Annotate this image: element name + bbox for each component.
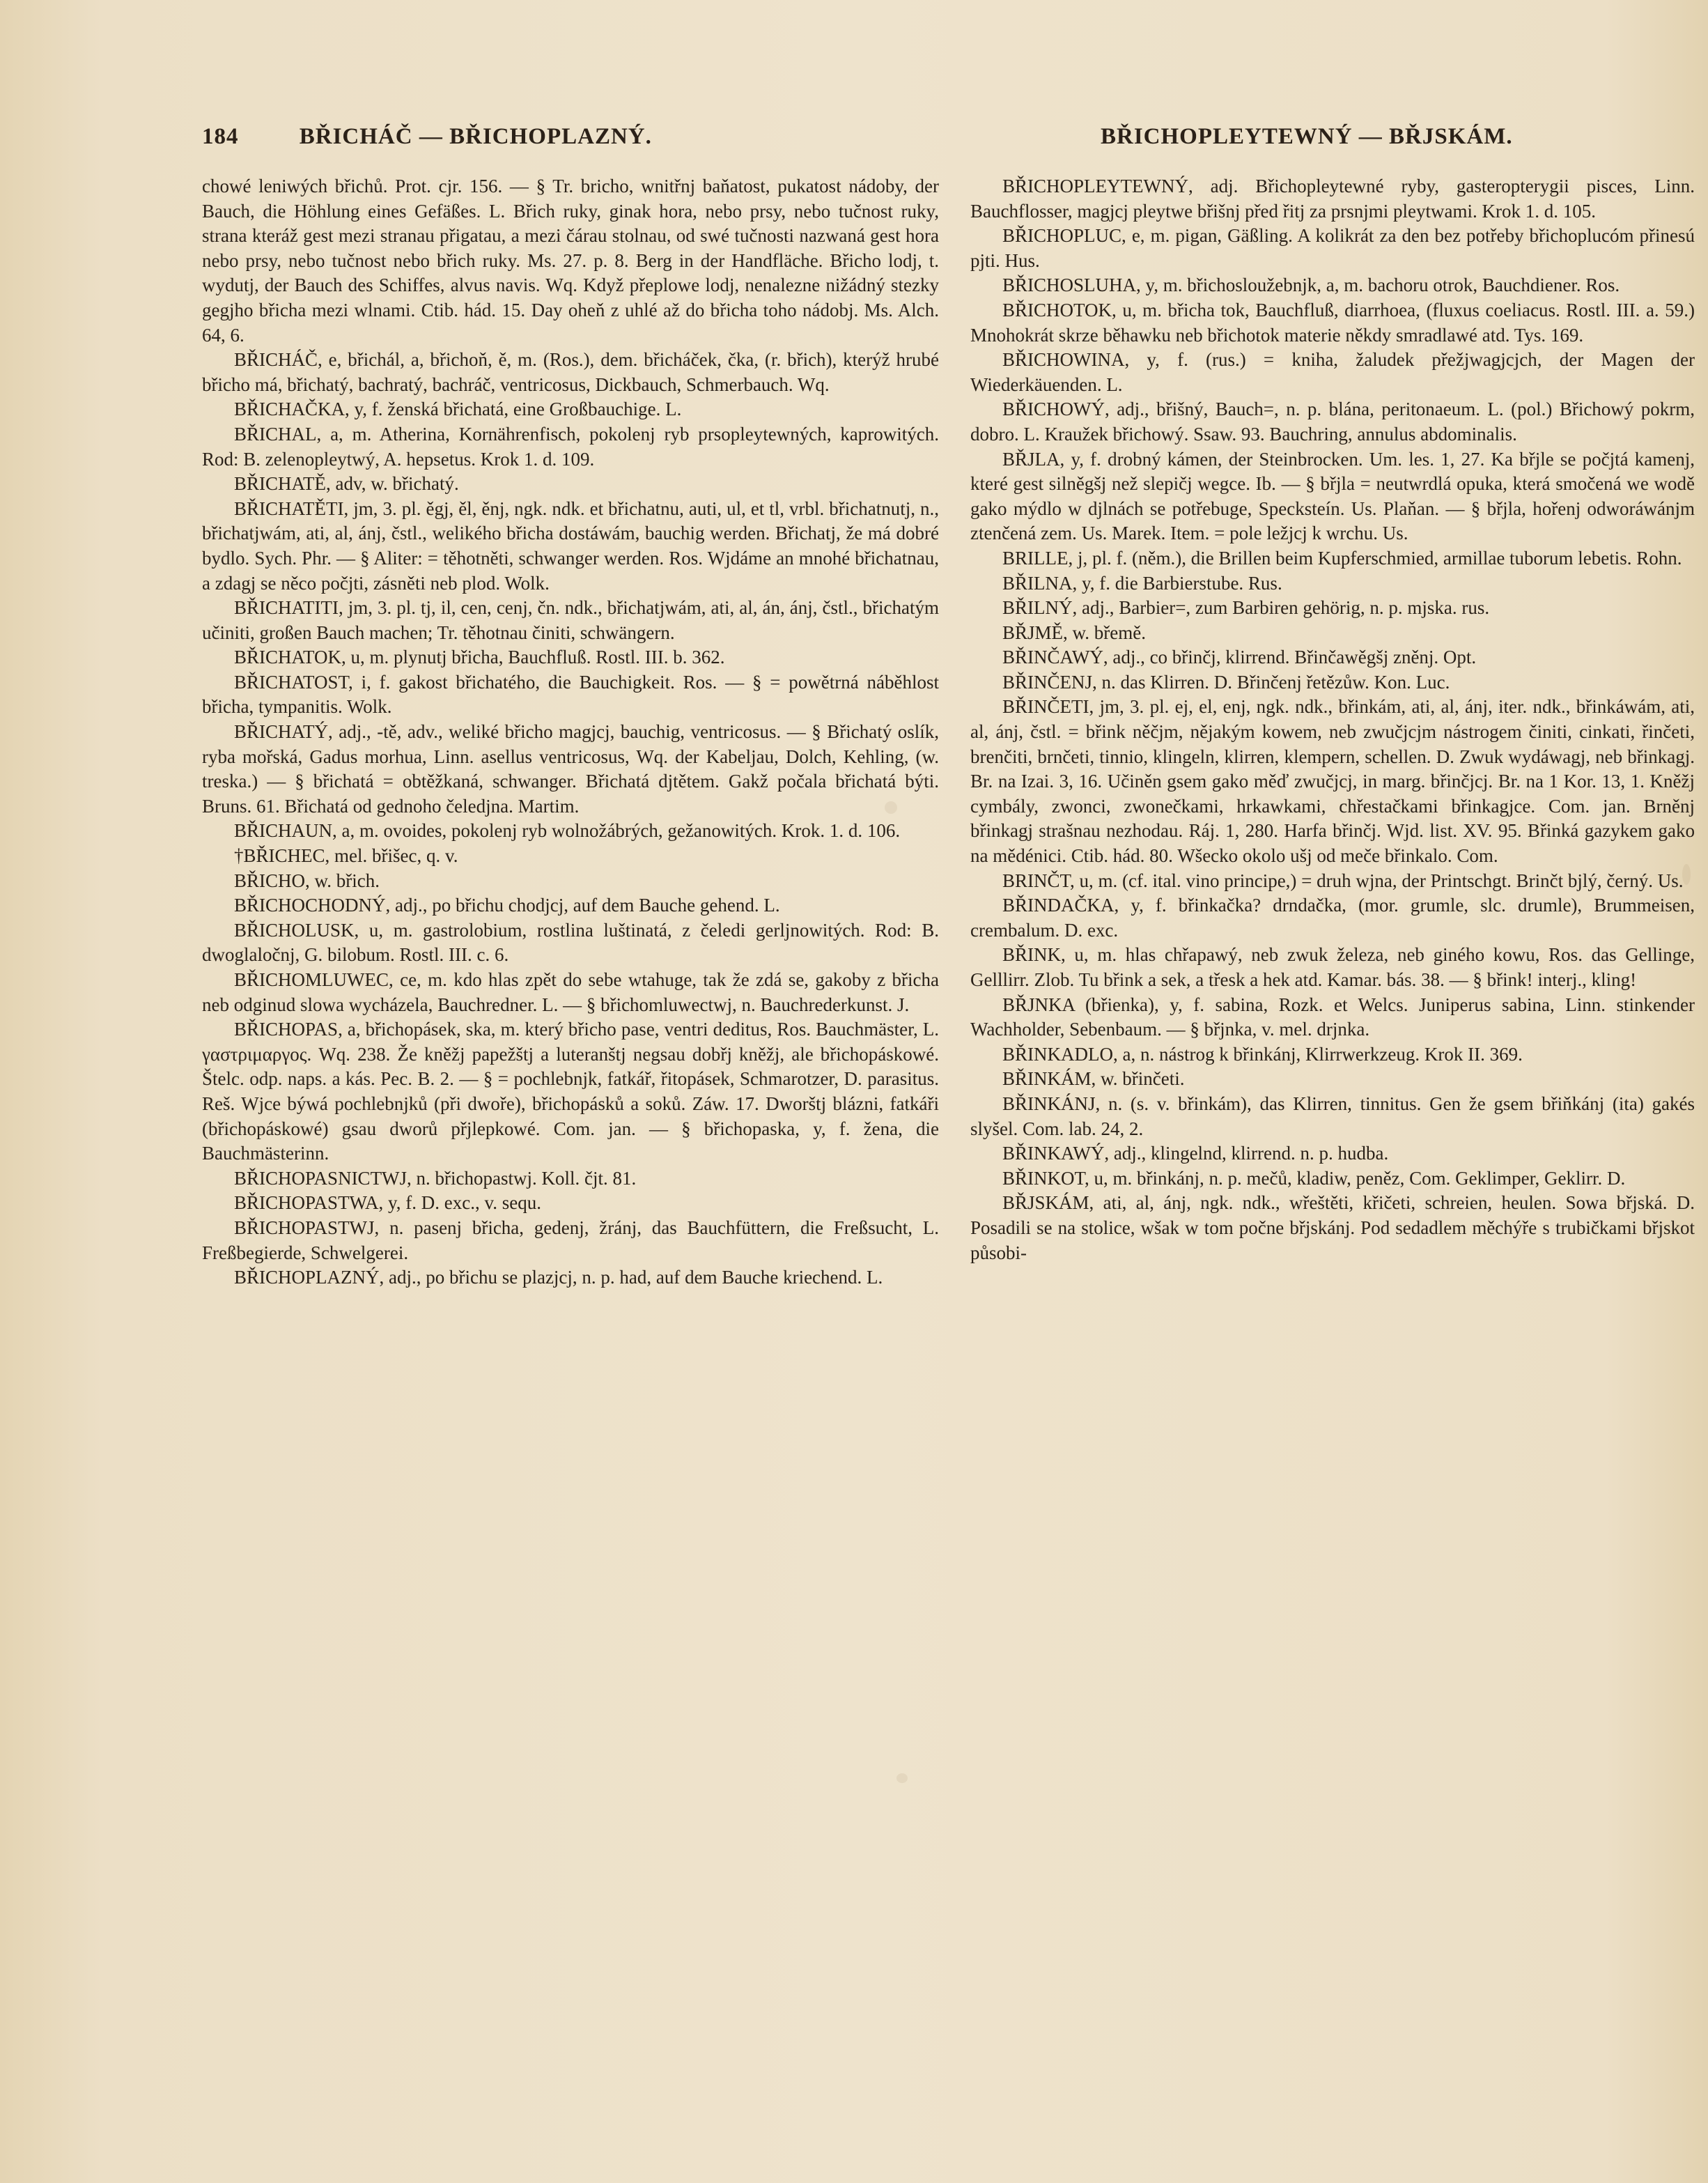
dictionary-entry: BŘICHOPLAZNÝ, adj., po břichu se plazjcj, n. p. had, auf dem Bauche kriechend. L. xyxy=(234,1267,883,1288)
page-number: 184 xyxy=(202,124,239,149)
dictionary-entry: BŘICHOTOK, u, m. břicha tok, Bauchfluß, diarrhoea, (fluxus coeliacus. Rostl. III. a. 59.) Mnohokrát skrze běhawku neb břichotok materie někdy smradlawé atd. Tys. 169. xyxy=(970,299,1695,346)
dictionary-entry: BŘICHATOK, u, m. plynutj břicha, Bauchfluß. Rostl. III. b. 362. xyxy=(234,647,725,668)
dictionary-entry: BŘICHOWÝ, adj., břišný, Bauch=, n. p. blána, peritonaeum. L. (pol.) Břichowý pokrm, dobro. L. Kraužek břichowý. Ssaw. 93. Bauchring, annulus abdominalis. xyxy=(970,399,1695,445)
dictionary-entry: BŘINKADLO, a, n. nástrog k břinkánj, Klirrwerkzeug. Krok II. 369. xyxy=(1002,1043,1523,1065)
dictionary-entry: BŘJNKA (břienka), y, f. sabina, Rozk. et Welcs. Juniperus sabina, Linn. stinkender Wachholder, Sebenbaum. — § břjnka, v. mel. drjnka. xyxy=(970,994,1695,1040)
running-head-left xyxy=(202,124,829,159)
dictionary-entry: BRINČT, u, m. (cf. ital. vino principe,) = druh wjna, der Printschgt. Brinčt bjlý, černý. Us. xyxy=(1002,870,1684,891)
dictionary-entry: BŘICHOPLEYTEWNÝ, adj. Břichopleytewné ryby, gasteropterygii pisces, Linn. Bauchflosser, magjcj pleytwe břišnj před řitj za prsnjmi pleytwami. Krok 1. d. 105. xyxy=(970,176,1695,222)
dictionary-entry: BŘILNA, y, f. die Barbierstube. Rus. xyxy=(1002,572,1282,594)
dictionary-entry: BŘICHOLUSK, u, m. gastrolobium, rostlina luštinatá, z čeledi gerljnowitých. Rod: B. dwoglaločnj, G. bilobum. Rostl. III. c. 6. xyxy=(202,919,939,966)
dictionary-entry: BŘICHAUN, a, m. ovoides, pokolenj ryb wolnožábrých, gežanowitých. Krok. 1. d. 106. xyxy=(234,820,901,842)
dictionary-entry: BŘICHOMLUWEC, ce, m. kdo hlas zpět do sebe wtahuge, tak že zdá se, gakoby z břicha neb odginud slowa wycházela, Bauchredner. L. — § břichomluwectwj, n. Bauchrederkunst. J. xyxy=(202,969,939,1015)
dictionary-entry: BŘINK, u, m. hlas chřapawý, neb zwuk železa, neb giného kowu, Ros. das Gellinge, Gelllirr. Zlob. Tu břink a sek, a třesk a hek atd. Kamar. bás. 38. — § břink! interj., kling! xyxy=(970,944,1695,990)
dictionary-entry: BŘICHOSLUHA, y, m. břichosloužebnjk, a, m. bachoru otrok, Bauchdiener. Ros. xyxy=(1002,275,1620,296)
dictionary-entry: BŘICHOPASTWA, y, f. D. exc., v. sequ. xyxy=(234,1192,541,1214)
dictionary-entry: BŘINKAWÝ, adj., klingelnd, klirrend. n. p. hudba. xyxy=(1002,1143,1389,1164)
dictionary-entry: BŘJSKÁM, ati, al, ánj, ngk. ndk., wřeštěti, křičeti, schreien, heulen. Sowa břjská. D. Posadili se na stolice, wšak w tom počne břjskánj. Pod sedadlem měchýře s trubičkami břjskot působi- xyxy=(970,1192,1695,1263)
dictionary-entry: BŘICHOPLUC, e, m. pigan, Gäßling. A kolikrát za den bez potřeby břichoplucóm přinesú pjti. Hus. xyxy=(970,225,1695,271)
dictionary-entry: †BŘICHEC, mel. břišec, q. v. xyxy=(234,845,458,867)
dictionary-entry: BŘICHATĚ, adv, w. břichatý. xyxy=(234,473,459,495)
running-head-right xyxy=(1101,124,1588,159)
dictionary-entry: BŘICHATOST, i, f. gakost břichatého, die Bauchigkeit. Ros. — § = powětrná náběhlost břicha, tympanitis. Wolk. xyxy=(202,671,939,718)
dictionary-entry: BŘINČETI, jm, 3. pl. ej, el, enj, ngk. ndk., břinkám, ati, al, ánj, iter. ndk., břinkáwám, ati, al, ánj, čstl. = břink něčjm, nějakým kowem, neb zwučjcjm nástrogem činiti, cinkati, řinčeti, brenčiti, brnčeti, tinnio, klingeln, klirren, klempern, schellen. D. Zwuk wydáwagj, neb břinkagj. Br. na Izai. 3, 16. Učiněn gsem gako měď zwučjcj, in marg. břinčjcj. Br. na 1 Kor. 13, 1. Kněžj cymbály, zwonci, zwonečkami, hrkawkami, chřestačkami břinkagjce. Com. jan. Brněnj břinkagj strašnau nezhodau. Ráj. 1, 280. Harfa břinčj. Wjd. list. XV. 95. Břinká gazykem gako na mědénici. Ctib. hád. 80. Wšecko okolo ušj od meče břinkalo. Com. xyxy=(970,696,1695,867)
dictionary-entry: BŘINDAČKA, y, f. břinkačka? drndačka, (mor. grumle, slc. drumle), Brummeisen, crembalum. D. exc. xyxy=(970,895,1695,941)
dictionary-entry: BŘICHOPAS, a, břichopásek, ska, m. který břicho pase, ventri deditus, Ros. Bauchmäster, L. γαστριμαργος. Wq. 238. Že kněžj papežštj a luteranštj negsau dobřj kněžj, ale břichopáskowé. Štelc. odp. naps. a kás. Pec. B. 2. — § = pochlebnjk, fatkář, řitopásek, Schmarotzer, D. parasitus. Reš. Wjce býwá pochlebnjků (při dwoře), břichopásků a soků. Záw. 17. Dworštj blázni, fatkáři (břichopáskowé) gsau dworů přjlepkowé. Com. jan. — § břichopaska, y, f. žena, die Bauchmästerinn. xyxy=(202,1019,939,1164)
dictionary-entry: BŘINČAWÝ, adj., co břinčj, klirrend. Břinčawěgšj zněnj. Opt. xyxy=(1002,647,1477,668)
dictionary-entry: BŘICHAČKA, y, f. ženská břichatá, eine Großbauchige. L. xyxy=(234,399,682,420)
dictionary-entry: BŘINKÁM, w. břinčeti. xyxy=(1002,1068,1185,1090)
dictionary-entry: BŘICHOPASNICTWJ, n. břichopastwj. Koll. čjt. 81. xyxy=(234,1167,637,1189)
dictionary-entry: BŘICHOCHODNÝ, adj., po břichu chodjcj, auf dem Bauche gehend. L. xyxy=(234,895,780,916)
left-title: BŘICHÁČ — BŘICHOPLAZNÝ. xyxy=(299,124,652,149)
dictionary-entry: BŘICHAL, a, m. Atherina, Kornährenfisch, pokolenj ryb prsopleytewných, kaprowitých. Rod: B. zelenopleytwý, A. hepsetus. Krok 1. d. 109. xyxy=(202,423,939,470)
dictionary-entry: BŘICHO, w. břich. xyxy=(234,870,380,891)
dictionary-entry: BŘICHOWINA, y, f. (rus.) = kniha, žaludek přežjwagjcjch, der Magen der Wiederkäuenden. L. xyxy=(970,349,1695,395)
dictionary-entry: BŘINČENJ, n. das Klirren. D. Břinčenj řetězůw. Kon. Luc. xyxy=(1002,671,1450,693)
dictionary-entry: BŘJLA, y, f. drobný kámen, der Steinbrocken. Um. les. 1, 27. Ka břjle se počjtá kamenj, které gest silněgšj než slepičj wegce. Ib. — § břjla = neutwrdlá opuka, která smočená we wodě gako mýdlo w djlnách se potřebuge, Specksteín. Us. Plaňan. — § břjla, hořenj odworáwánjm ztenčená zem. Us. Marek. Item. = pole ležjcj k wrchu. Us. xyxy=(970,448,1695,544)
dictionary-entry: BŘINKOT, u, m. břinkánj, n. p. mečů, kladiw, peněz, Com. Geklimper, Geklirr. D. xyxy=(1002,1167,1626,1189)
dictionary-entry: BRILLE, j, pl. f. (něm.), die Brillen beim Kupferschmied, armillae tuborum lebetis. Rohn. xyxy=(1002,547,1682,569)
dictionary-entry: BŘICHATITI, jm, 3. pl. tj, il, cen, cenj, čn. ndk., břichatjwám, ati, al, án, ánj, čstl., břichatým učiniti, großen Bauch machen; Tr. těhotnau činiti, schwängern. xyxy=(202,597,939,643)
dictionary-entry: BŘICHATÝ, adj., -tě, adv., weliké břicho magjcj, bauchig, ventricosus. — § Břichatý oslík, ryba mořská, Gadus morhua, Linn. asellus ventricosus, Wq. der Kabeljau, Dolch, Kehling, (w. treska.) — § břichatá = obtěžkaná, schwanger. Břichatá djtětem. Gakž počala břichatá býti. Bruns. 61. Břichatá od gednoho čeledjna. Martim. xyxy=(202,721,939,817)
right-title: BŘICHOPLEYTEWNÝ — BŘJSKÁM. xyxy=(1101,124,1513,149)
left-column xyxy=(202,174,939,1290)
dictionary-entry: BŘJMĚ, w. břemě. xyxy=(1002,622,1146,643)
dictionary-entry: BŘICHÁČ, e, břichál, a, břichoň, ě, m. (Ros.), dem. břicháček, čka, (r. břich), kterýž hrubé břicho má, břichatý, bachratý, bachráč, ventricosus, Dickbauch, Schmerbauch. Wq. xyxy=(202,349,939,395)
dictionary-entry: BŘILNÝ, adj., Barbier=, zum Barbiren gehörig, n. p. mjska. rus. xyxy=(1002,597,1490,619)
dictionary-entry: chowé leniwých břichů. Prot. cjr. 156. — § Tr. bricho, wnitřnj baňatost, pukatost nádoby, der Bauch, die Höhlung eines Gefäßes. L. Břich ruky, ginak hora, nebo prsy, nebo tučnost ruky, strana kteráž gest mezi stranau přigatau, a mezi čárau stolnau, od swé tučnosti nazwaná gest hora nebo prsy, nebo tučnost nebo břich ruky. Ms. 27. p. 8. Berg in der Handfläche. Břicho lodj, t. wydutj, der Bauch des Schiffes, alvus navis. Wq. Když přeplowe lodj, nenalezne nižádný stezky gegjho břicha mezi wlnami. Ctib. hád. 15. Day oheň z uhlé až do břicha toho nádobj. Ms. Alch. 64, 6. xyxy=(202,176,939,346)
right-column xyxy=(970,174,1695,1265)
paper-stain xyxy=(896,1773,908,1783)
dictionary-entry: BŘICHOPASTWJ, n. pasenj břicha, gedenj, žránj, das Bauchfüttern, die Freßsucht, L. Freßbegierde, Schwelgerei. xyxy=(202,1217,939,1263)
dictionary-entry: BŘICHATĚTI, jm, 3. pl. ěgj, ěl, ěnj, ngk. ndk. et břichatnu, auti, ul, et tl, vrbl. břichatnutj, n., břichatjwám, ati, al, ánj, čstl., welikého břicha dostáwám, bauchig werden. Břichatj, že má dobré bydlo. Sych. Phr. — § Aliter: = těhotněti, schwanger werden. Ros. Wjdáme an mnohé břichatnau, a zdagj se něco počjti, zásněti neb plod. Wolk. xyxy=(202,497,939,594)
dictionary-entry: BŘINKÁNJ, n. (s. v. břinkám), das Klirren, tinnitus. Gen že gsem břiňkánj (ita) gakés slyšel. Com. lab. 24, 2. xyxy=(970,1093,1695,1139)
